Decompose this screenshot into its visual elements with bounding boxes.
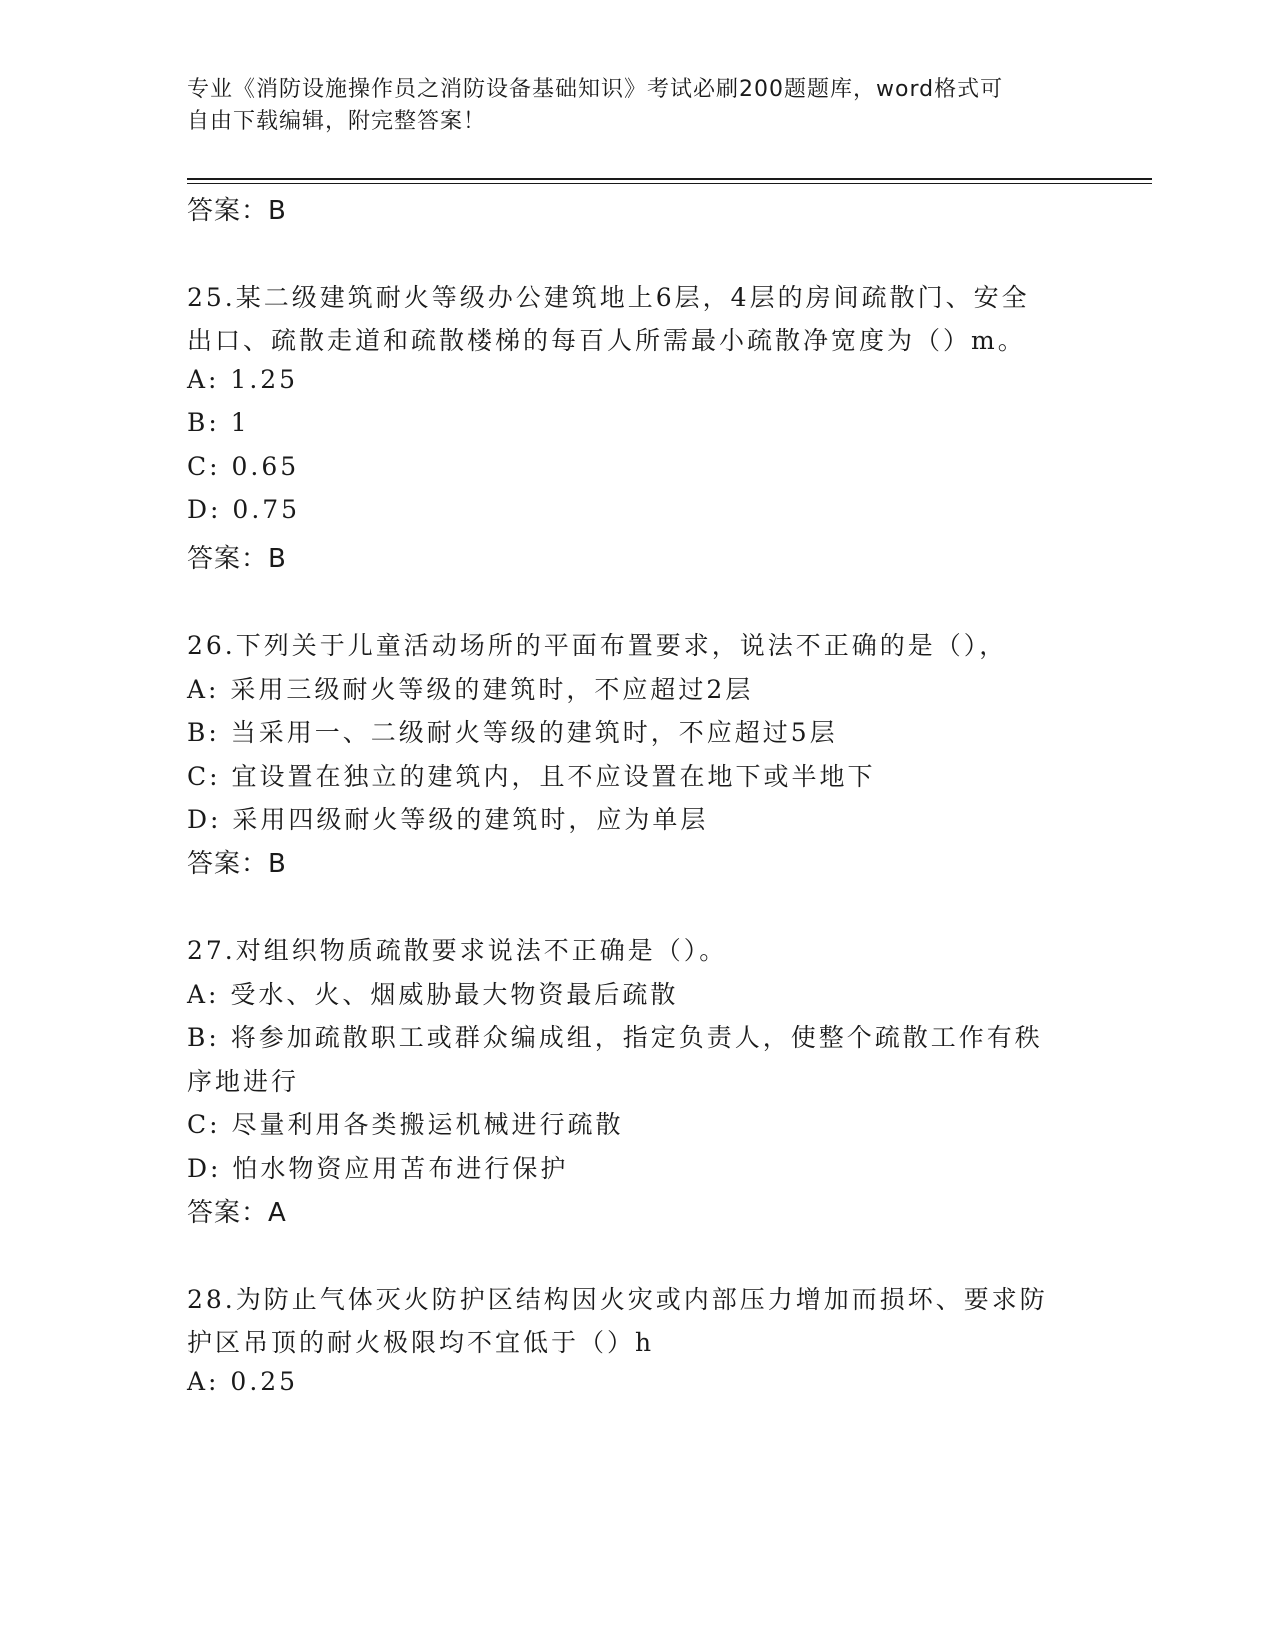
- question-26-answer: 答案：B: [187, 849, 287, 879]
- question-27-option-d: D: 怕水物资应用苫布进行保护: [187, 1154, 569, 1183]
- question-26-option-c: C: 宜设置在独立的建筑内，且不应设置在地下或半地下: [187, 762, 876, 791]
- question-25-stem-2: 出口、疏散走道和疏散楼梯的每百人所需最小疏散净宽度为（）m。: [187, 326, 1026, 355]
- question-25-answer: 答案：B: [187, 544, 287, 574]
- question-25-stem-1: 25.某二级建筑耐火等级办公建筑地上6层，4层的房间疏散门、安全: [187, 283, 1030, 312]
- question-28-stem-2: 护区吊顶的耐火极限均不宜低于（）h: [187, 1328, 655, 1357]
- question-25-option-a: A: 1.25: [187, 365, 299, 394]
- question-28-stem-1: 28.为防止气体灭火防护区结构因火灾或内部压力增加而损坏、要求防: [187, 1285, 1048, 1314]
- question-25-option-d: D: 0.75: [187, 495, 301, 524]
- question-25-option-b: B: 1: [187, 408, 250, 437]
- header-divider-thin: [187, 183, 1152, 184]
- header-line-2: 自由下载编辑，附完整答案！: [187, 109, 487, 134]
- question-27-option-c: C: 尽量利用各类搬运机械进行疏散: [187, 1110, 624, 1139]
- header-divider: [187, 178, 1152, 180]
- question-28-option-a: A: 0.25: [187, 1367, 299, 1396]
- header-line-1: 专业《消防设施操作员之消防设备基础知识》考试必刷200题题库，word格式可: [187, 77, 1004, 102]
- question-27-option-b-cont: 序地进行: [187, 1067, 300, 1096]
- question-27-option-a: A: 受水、火、烟威胁最大物资最后疏散: [187, 980, 679, 1009]
- question-26-option-d: D: 采用四级耐火等级的建筑时，应为单层: [187, 805, 709, 834]
- document-header: [187, 74, 1087, 138]
- question-27-answer: 答案：A: [187, 1198, 287, 1228]
- question-25-option-c: C: 0.65: [187, 452, 300, 481]
- question-27-option-b: B: 将参加疏散职工或群众编成组，指定负责人，使整个疏散工作有秩: [187, 1023, 1043, 1052]
- question-27-stem-1: 27.对组织物质疏散要求说法不正确是（）。: [187, 936, 728, 965]
- question-26-stem-1: 26.下列关于儿童活动场所的平面布置要求，说法不正确的是（），: [187, 631, 1008, 660]
- question-26-option-b: B: 当采用一、二级耐火等级的建筑时，不应超过5层: [187, 718, 838, 747]
- question-26-option-a: A: 采用三级耐火等级的建筑时，不应超过2层: [187, 675, 754, 704]
- prev-answer: 答案：B: [187, 196, 287, 226]
